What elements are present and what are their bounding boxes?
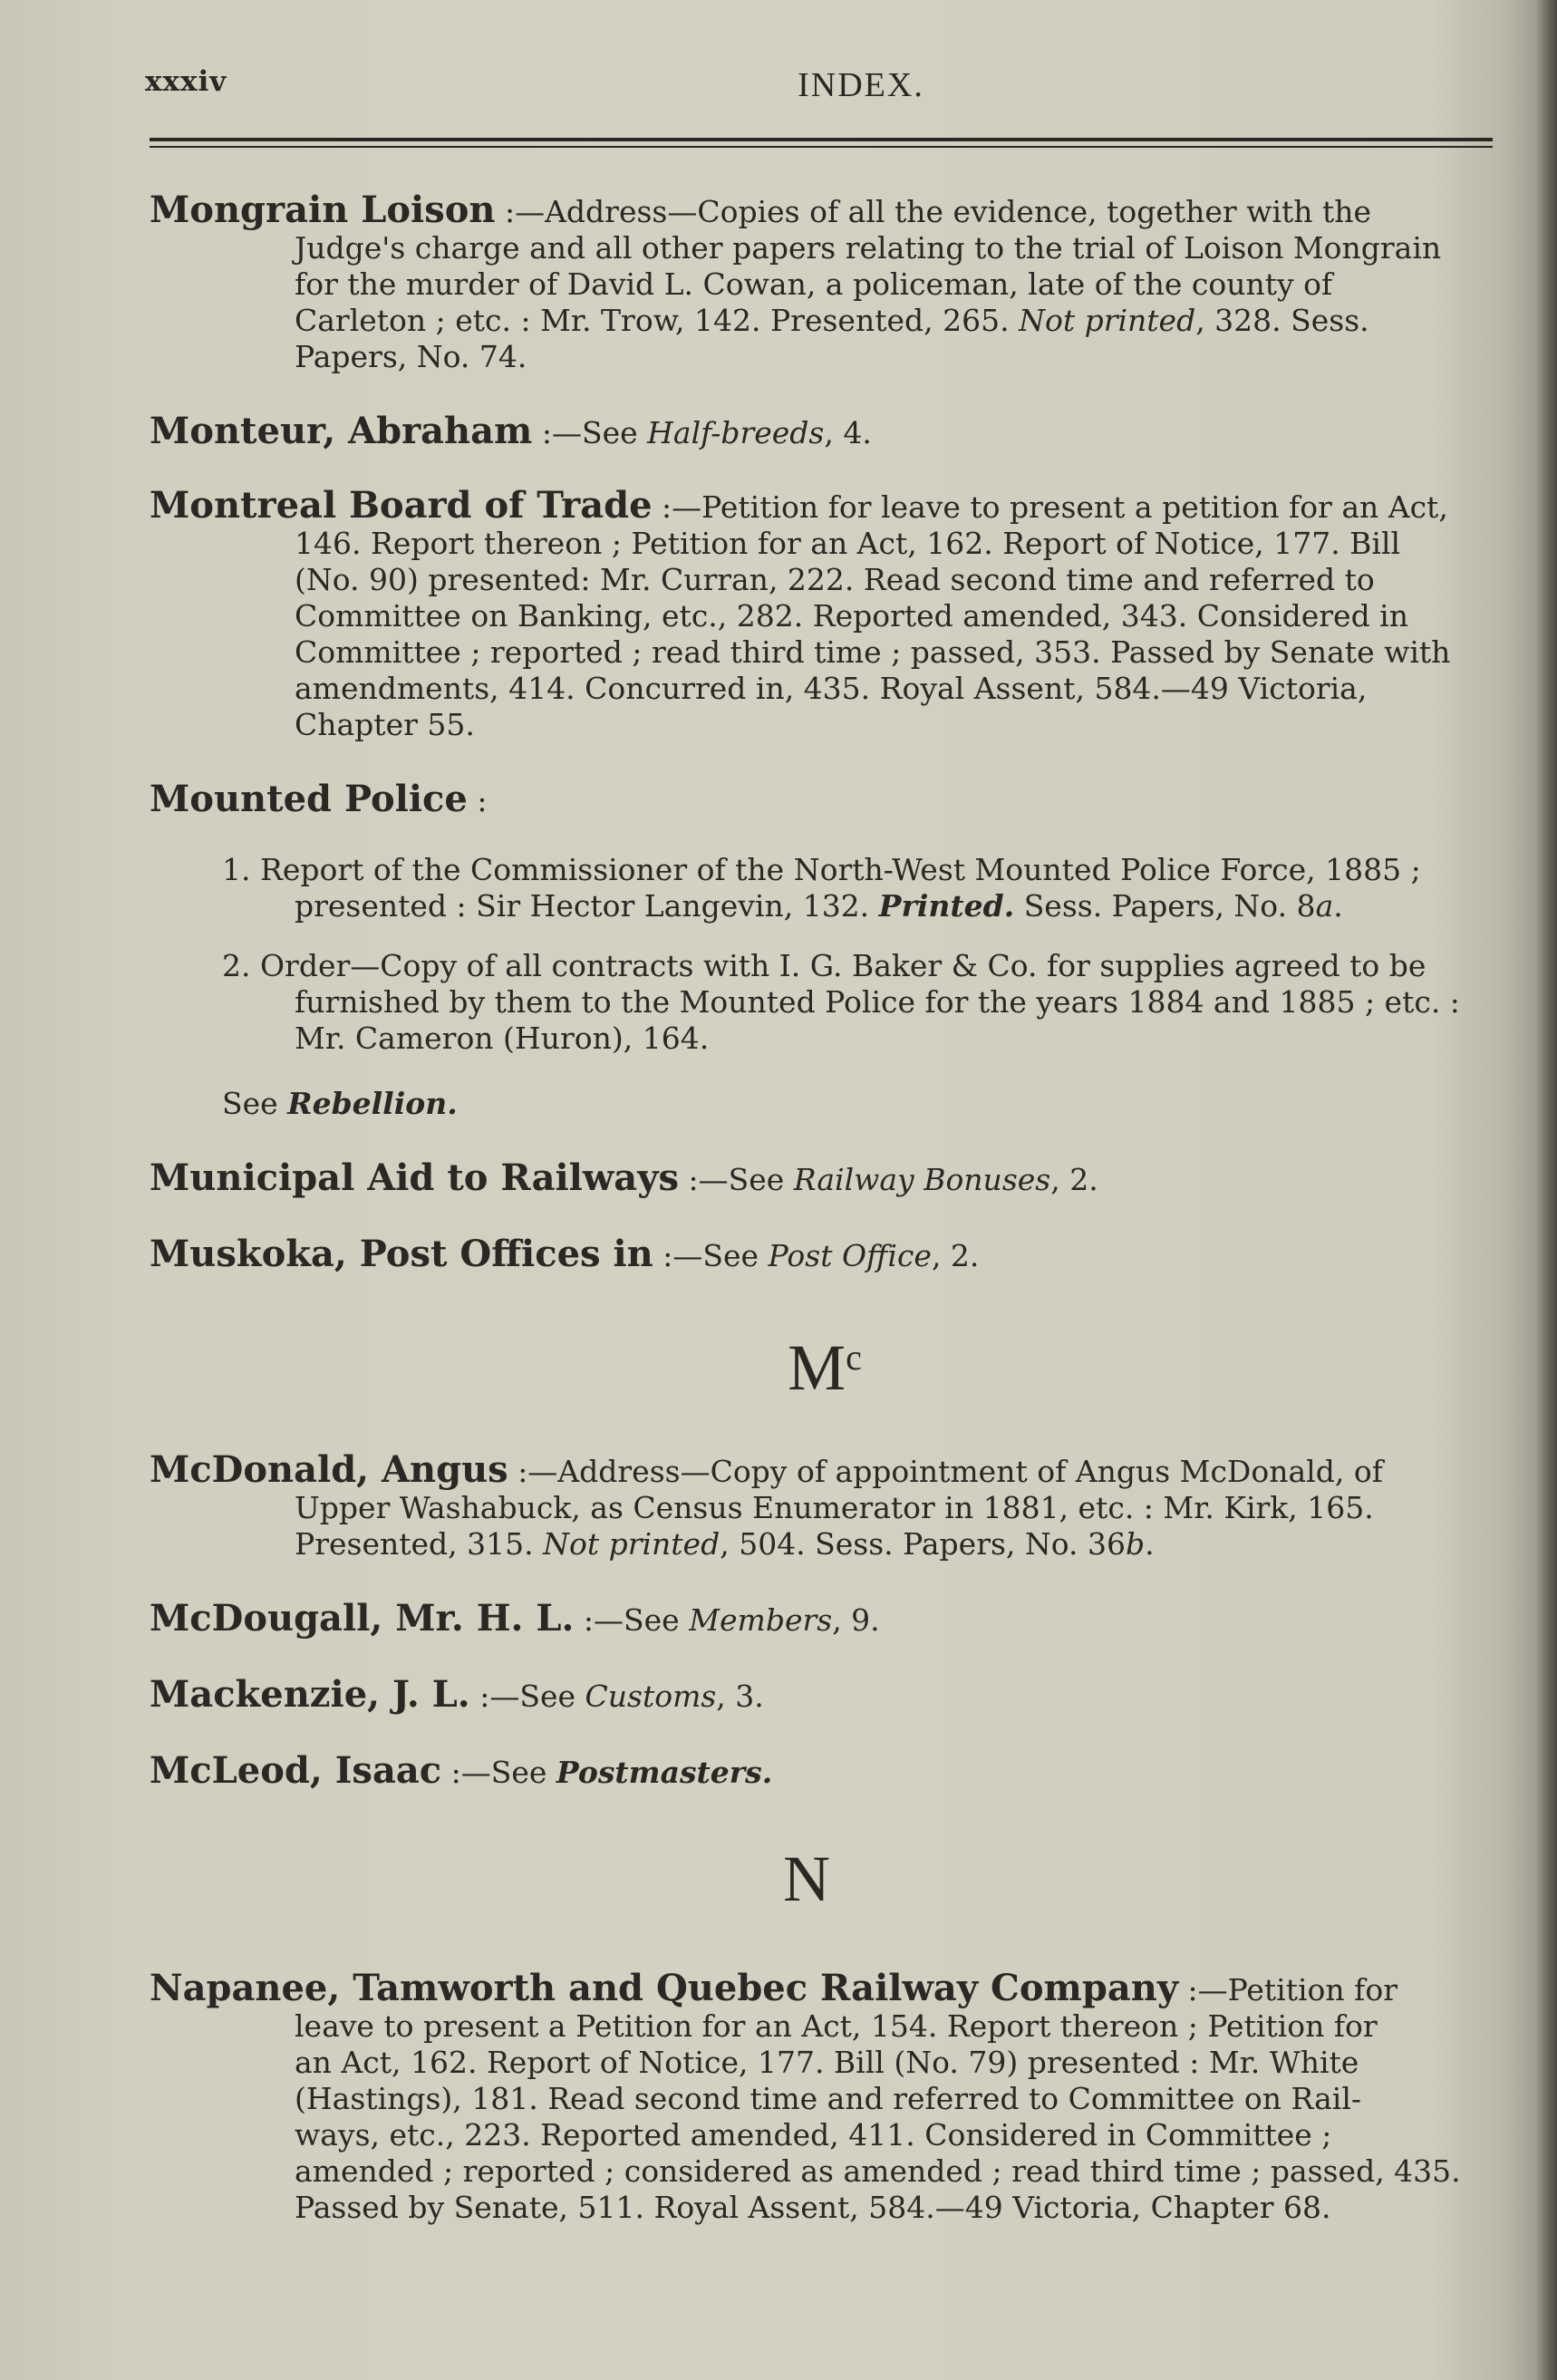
entry-line-text: Carleton ; etc. : Mr. Trow, 142. Presented, 265. — [295, 303, 1010, 338]
entry-tail: , 3. — [716, 1679, 764, 1714]
entry-line: an Act, 162. Report of Notice, 177. Bill (No. 79) presented : Mr. White — [295, 2045, 1359, 2080]
entry-separator: :— — [652, 489, 702, 525]
entry-line: amended ; reported ; considered as amended ; read third time ; passed, 435. — [295, 2153, 1461, 2189]
header-rule-thin — [150, 146, 1493, 148]
section-letter-n — [671, 1842, 943, 1917]
entry-cross-ref: Members — [689, 1602, 833, 1638]
entry-tail: , 4. — [824, 415, 872, 450]
entry-line: Papers, No. 74. — [295, 339, 527, 374]
index-entry-municipal-aid — [150, 1156, 1500, 1199]
entry-heading: McLeod, Isaac — [150, 1749, 442, 1792]
sub-item-suffix: a — [1315, 888, 1334, 924]
entry-text: Petition for — [1227, 1972, 1398, 2008]
entry-line: Upper Washabuck, as Census Enumerator in 1881, etc. : Mr. Kirk, 165. — [295, 1490, 1374, 1525]
entry-line: (Hastings), 181. Read second time and referred to Committee on Rail- — [295, 2081, 1362, 2116]
index-entry-mounted-police — [150, 778, 1500, 820]
entry-line: Committee on Banking, etc., 282. Reported amended, 343. Considered in — [295, 598, 1408, 634]
entry-tail: , 9. — [832, 1602, 880, 1638]
entry-body — [150, 1490, 1500, 1562]
index-entry-mcdonald-angus — [150, 1448, 1500, 1562]
index-entry-napanee-railway — [150, 1967, 1500, 2226]
header-rule-thick — [150, 138, 1493, 141]
entry-heading: Municipal Aid to Railways — [150, 1156, 679, 1199]
index-entry-monteur-abraham — [150, 410, 1500, 452]
entry-body — [150, 2008, 1500, 2226]
sub-item-text: Sess. Papers, No. 8 — [1014, 888, 1316, 924]
index-entry-mcleod — [150, 1749, 1500, 1792]
index-entry-mackenzie — [150, 1673, 1500, 1716]
sub-item-text: presented : Sir Hector Langevin, 132. — [295, 888, 879, 924]
entry-cross-ref: Post Office — [768, 1238, 932, 1273]
sub-item-end: . — [1333, 888, 1343, 924]
entry-separator: :— — [1178, 1972, 1228, 2008]
entry-line-text: , 504. Sess. Papers, No. 36 — [720, 1526, 1127, 1562]
entry-text: Petition for leave to present a petition for an Act, — [701, 489, 1448, 525]
entry-separator: :—See — [469, 1679, 585, 1714]
entry-heading: Monteur, Abraham — [150, 410, 533, 452]
entry-heading: McDougall, Mr. H. L. — [150, 1597, 575, 1640]
section-letter-text: M — [788, 1331, 846, 1404]
entry-line: Committee ; reported ; read third time ; passed, 353. Passed by Senate with — [295, 634, 1451, 670]
page-number: xxxiv — [145, 65, 227, 98]
sub-item-2 — [222, 948, 1500, 1057]
entry-cross-ref: Railway Bonuses — [793, 1162, 1051, 1197]
entry-line — [295, 1526, 1500, 1562]
see-also — [222, 1086, 1500, 1122]
entry-line: 146. Report thereon ; Petition for an Act, 162. Report of Notice, 177. Bill — [295, 526, 1401, 561]
sub-item-line: furnished by them to the Mounted Police for the years 1884 and 1885 ; etc. : — [295, 984, 1460, 1020]
see-also-prefix: See — [222, 1086, 288, 1121]
entry-heading: Muskoka, Post Offices in — [150, 1233, 653, 1275]
section-letter-superscript: c — [846, 1337, 862, 1378]
page-header — [145, 65, 1495, 111]
index-entry-mcdougall — [150, 1597, 1500, 1640]
entry-line: Chapter 55. — [295, 707, 475, 742]
sub-item-text: Report of the Commissioner of the North-West Mounted Police Force, 1885 ; — [260, 852, 1421, 887]
entry-line: Passed by Senate, 511. Royal Assent, 584.—49 Victoria, Chapter 68. — [295, 2190, 1331, 2225]
entry-tail: , 2. — [1050, 1162, 1098, 1197]
page-title: INDEX. — [798, 66, 924, 104]
entry-separator: :— — [508, 1454, 558, 1489]
entry-line-text: Presented, 315. — [295, 1526, 544, 1562]
sub-item-number: 1. — [222, 852, 251, 887]
entry-text: Address—Copies of all the evidence, together with the — [545, 194, 1372, 229]
entry-line: (No. 90) presented: Mr. Curran, 222. Read second time and referred to — [295, 562, 1375, 597]
sub-item-italic: Printed. — [878, 888, 1015, 924]
entry-line: Judge's charge and all other papers relating to the trial of Loison Mongrain — [295, 230, 1442, 266]
entry-separator: :—See — [574, 1602, 690, 1638]
entry-tail: , 2. — [931, 1238, 980, 1273]
section-letter-mc — [689, 1330, 961, 1406]
entry-heading: Mongrain Loison — [150, 189, 496, 231]
entry-heading: Mounted Police — [150, 778, 468, 820]
book-spine-shadow — [1533, 0, 1557, 2380]
index-entry-muskoka — [150, 1233, 1500, 1275]
entry-body — [150, 230, 1500, 375]
entry-line-text: , 328. Sess. — [1195, 303, 1369, 338]
entry-cross-ref: Postmasters. — [556, 1755, 773, 1790]
entry-suffix: b — [1126, 1526, 1146, 1562]
entry-line: for the murder of David L. Cowan, a policeman, late of the county of — [295, 266, 1333, 302]
entry-separator: :— — [495, 194, 546, 229]
entry-heading: Mackenzie, J. L. — [150, 1673, 470, 1716]
entry-separator: :—See — [532, 415, 648, 450]
entry-heading: Montreal Board of Trade — [150, 484, 653, 527]
entry-line: amendments, 414. Concurred in, 435. Royal Assent, 584.—49 Victoria, — [295, 671, 1368, 706]
entry-line: leave to present a Petition for an Act, 154. Report thereon ; Petition for — [295, 2008, 1378, 2044]
entry-body — [150, 526, 1500, 743]
sub-item-line: Mr. Cameron (Huron), 164. — [295, 1021, 710, 1056]
see-also-ref: Rebellion. — [287, 1086, 458, 1121]
entry-line: ways, etc., 223. Reported amended, 411. Considered in Committee ; — [295, 2117, 1332, 2153]
entry-separator: : — [467, 783, 488, 818]
index-entry-mongrain-loison — [150, 189, 1500, 375]
entry-end: . — [1145, 1526, 1155, 1562]
entry-heading: Napanee, Tamworth and Quebec Railway Company — [150, 1967, 1179, 2009]
entry-cross-ref: Half-breeds — [647, 415, 825, 450]
sub-item-1 — [222, 852, 1500, 924]
entry-heading: McDonald, Angus — [150, 1448, 508, 1491]
sub-item-text: Order—Copy of all contracts with I. G. Baker & Co. for supplies agreed to be — [260, 948, 1426, 983]
entry-italic: Not printed — [543, 1526, 720, 1562]
entry-italic: Not printed — [1019, 303, 1196, 338]
entry-line — [295, 303, 1500, 339]
section-letter-text: N — [783, 1843, 830, 1915]
entry-separator: :—See — [441, 1755, 556, 1790]
entry-separator: :—See — [678, 1162, 794, 1197]
entry-text: Address—Copy of appointment of Angus McDonald, of — [557, 1454, 1383, 1489]
index-entry-montreal-board-of-trade — [150, 484, 1500, 743]
entry-cross-ref: Customs — [585, 1679, 717, 1714]
entry-separator: :—See — [653, 1238, 769, 1273]
sub-item-number: 2. — [222, 948, 251, 983]
